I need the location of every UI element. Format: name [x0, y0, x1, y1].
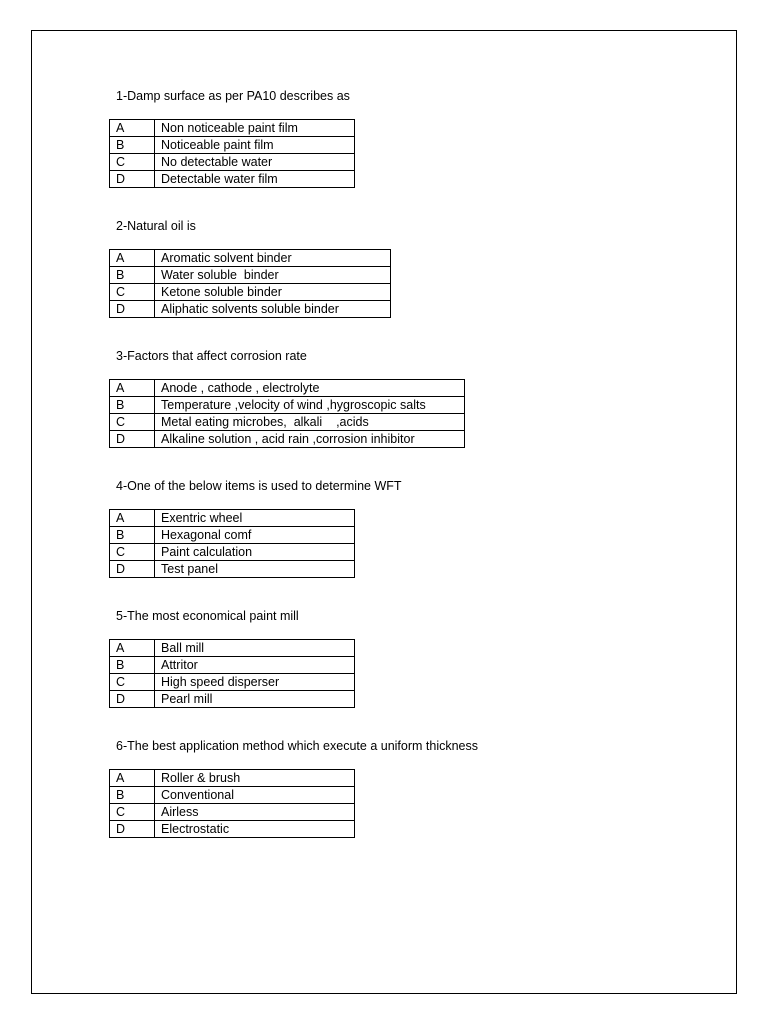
options-table [109, 509, 355, 578]
option-text: Exentric wheel [155, 510, 355, 527]
option-text: Ball mill [155, 640, 355, 657]
option-row [110, 674, 355, 691]
option-row [110, 640, 355, 657]
option-row [110, 397, 465, 414]
option-row [110, 154, 355, 171]
option-text: Aliphatic solvents soluble binder [155, 301, 391, 318]
option-letter: C [110, 544, 155, 561]
option-text: Electrostatic [155, 821, 355, 838]
option-text: Hexagonal comf [155, 527, 355, 544]
option-letter: D [110, 431, 155, 448]
option-row [110, 171, 355, 188]
option-letter: D [110, 691, 155, 708]
option-text: Conventional [155, 787, 355, 804]
option-row [110, 804, 355, 821]
option-row [110, 787, 355, 804]
option-letter: A [110, 510, 155, 527]
option-row [110, 527, 355, 544]
option-text: Metal eating microbes, alkali ,acids [155, 414, 465, 431]
option-letter: A [110, 120, 155, 137]
option-text: Anode , cathode , electrolyte [155, 380, 465, 397]
option-row [110, 284, 391, 301]
option-text: Pearl mill [155, 691, 355, 708]
option-letter: A [110, 250, 155, 267]
option-letter: D [110, 301, 155, 318]
question-title: 1-Damp surface as per PA10 describes as [116, 89, 350, 103]
option-row [110, 380, 465, 397]
option-text: High speed disperser [155, 674, 355, 691]
option-letter: B [110, 787, 155, 804]
question-title: 2-Natural oil is [116, 219, 196, 233]
option-text: Test panel [155, 561, 355, 578]
option-row [110, 431, 465, 448]
option-text: No detectable water [155, 154, 355, 171]
option-row [110, 301, 391, 318]
options-table [109, 769, 355, 838]
option-row [110, 561, 355, 578]
option-text: Paint calculation [155, 544, 355, 561]
option-row [110, 120, 355, 137]
options-table [109, 379, 465, 448]
option-text: Airless [155, 804, 355, 821]
question-title: 5-The most economical paint mill [116, 609, 299, 623]
option-row [110, 770, 355, 787]
option-letter: C [110, 154, 155, 171]
option-letter: A [110, 380, 155, 397]
option-text: Alkaline solution , acid rain ,corrosion inhibitor [155, 431, 465, 448]
option-text: Roller & brush [155, 770, 355, 787]
option-row [110, 657, 355, 674]
option-text: Ketone soluble binder [155, 284, 391, 301]
option-letter: B [110, 267, 155, 284]
option-letter: C [110, 804, 155, 821]
option-row [110, 137, 355, 154]
option-text: Aromatic solvent binder [155, 250, 391, 267]
options-table [109, 639, 355, 708]
option-text: Detectable water film [155, 171, 355, 188]
option-row [110, 510, 355, 527]
options-table [109, 249, 391, 318]
question-title: 3-Factors that affect corrosion rate [116, 349, 307, 363]
option-text: Non noticeable paint film [155, 120, 355, 137]
options-table [109, 119, 355, 188]
option-letter: A [110, 770, 155, 787]
option-letter: A [110, 640, 155, 657]
option-row [110, 267, 391, 284]
option-letter: B [110, 657, 155, 674]
option-letter: B [110, 527, 155, 544]
question-title: 4-One of the below items is used to determine WFT [116, 479, 402, 493]
option-letter: C [110, 674, 155, 691]
question-title: 6-The best application method which execute a uniform thickness [116, 739, 478, 753]
option-text: Noticeable paint film [155, 137, 355, 154]
option-text: Water soluble binder [155, 267, 391, 284]
option-row [110, 544, 355, 561]
option-text: Temperature ,velocity of wind ,hygroscopic salts [155, 397, 465, 414]
option-letter: D [110, 821, 155, 838]
option-letter: C [110, 284, 155, 301]
option-letter: D [110, 171, 155, 188]
option-row [110, 691, 355, 708]
option-text: Attritor [155, 657, 355, 674]
option-letter: D [110, 561, 155, 578]
option-letter: C [110, 414, 155, 431]
option-row [110, 250, 391, 267]
option-row [110, 821, 355, 838]
option-letter: B [110, 397, 155, 414]
option-letter: B [110, 137, 155, 154]
option-row [110, 414, 465, 431]
